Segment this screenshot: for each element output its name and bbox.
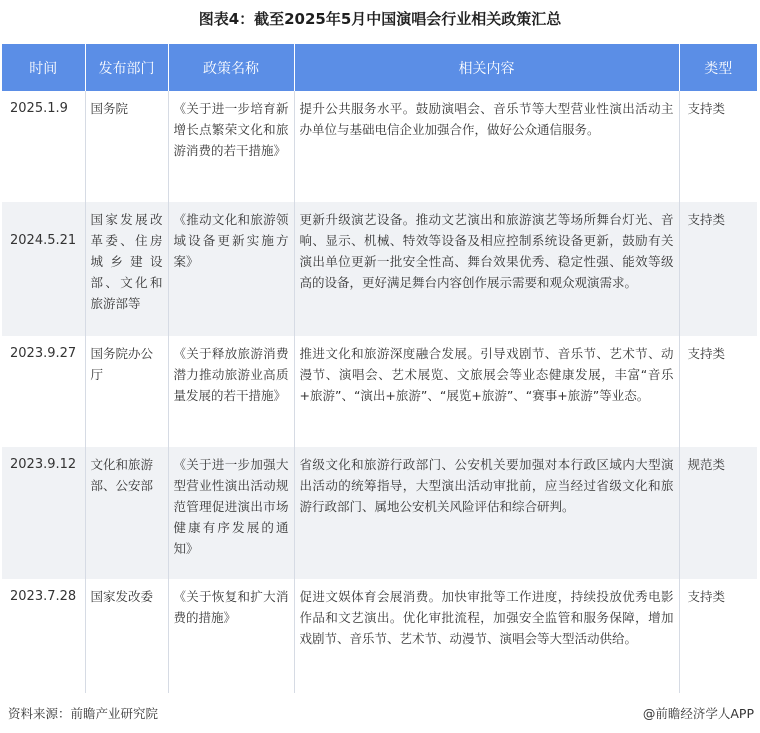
row-date: 2023.7.28: [2, 579, 85, 693]
row-policy: 《关于释放旅游消费潜力推动旅游业高质量发展的若干措施》: [168, 336, 294, 447]
chart-title: 图表4：截至2025年5月中国演唱会行业相关政策汇总: [198, 10, 562, 28]
row-type: 规范类: [679, 447, 757, 579]
header-content: 相关内容: [294, 44, 679, 91]
row-policy: 《关于进一步加强大型营业性演出活动规范管理促进演出市场健康有序发展的通知》: [168, 447, 294, 579]
row-dept: 国务院: [85, 91, 168, 202]
row-policy: 《推动文化和旅游领域设备更新实施方案》: [168, 202, 294, 336]
table-row: [2, 447, 757, 579]
row-content: 促进文娱体育会展消费。加快审批等工作进度，持续投放优秀电影作品和文艺演出。优化审批流程，加强安全监管和服务保障，增加戏剧节、音乐节、艺术节、动漫节、演唱会等大型活动供给。: [294, 579, 679, 693]
header-type: 类型: [679, 44, 757, 91]
row-policy: 《关于进一步培育新增长点繁荣文化和旅游消费的若干措施》: [168, 91, 294, 202]
table-row: [2, 336, 757, 447]
header-dept: 发布部门: [85, 44, 168, 91]
row-content: 推进文化和旅游深度融合发展。引导戏剧节、音乐节、艺术节、动漫节、演唱会、艺术展览、文旅展会等业态健康发展，丰富“音乐+旅游”、“演出+旅游”、“展览+旅游”、“赛事+旅游”等业态。: [294, 336, 679, 447]
policy-table: [2, 44, 757, 693]
source-note: 资料来源：前瞻产业研究院: [8, 706, 159, 721]
row-dept: 国家发改委: [85, 579, 168, 693]
row-type: 支持类: [679, 336, 757, 447]
row-dept: 文化和旅游部、公安部: [85, 447, 168, 579]
header-policy: 政策名称: [168, 44, 294, 91]
row-policy: 《关于恢复和扩大消费的措施》: [168, 579, 294, 693]
table-header-row: [2, 44, 757, 91]
row-dept: 国务院办公厅: [85, 336, 168, 447]
row-date: 2023.9.27: [2, 336, 85, 447]
row-type: 支持类: [679, 579, 757, 693]
row-content: 更新升级演艺设备。推动文艺演出和旅游演艺等场所舞台灯光、音响、显示、机械、特效等设备及相应控制系统设备更新，鼓励有关演出单位更新一批安全性高、舞台效果优秀、稳定性强、能效等级高的设备，更好满足舞台内容创作展示需要和观众观演需求。: [294, 202, 679, 336]
row-dept: 国家发展改革委、住房城乡建设部、文化和旅游部等: [85, 202, 168, 336]
table-row: [2, 202, 757, 336]
row-date: 2023.9.12: [2, 447, 85, 579]
row-content: 省级文化和旅游行政部门、公安机关要加强对本行政区域内大型演出活动的统筹指导，大型演出活动审批前，应当经过省级文化和旅游行政部门、属地公安机关风险评估和综合研判。: [294, 447, 679, 579]
table-row: [2, 91, 757, 202]
row-type: 支持类: [679, 202, 757, 336]
header-date: 时间: [2, 44, 85, 91]
row-type: 支持类: [679, 91, 757, 202]
table-row: [2, 579, 757, 693]
row-date: 2024.5.21: [2, 202, 85, 336]
credit-note: @前瞻经济学人APP: [642, 706, 754, 721]
row-content: 提升公共服务水平。鼓励演唱会、音乐节等大型营业性演出活动主办单位与基础电信企业加强合作，做好公众通信服务。: [294, 91, 679, 202]
row-date: 2025.1.9: [2, 91, 85, 202]
